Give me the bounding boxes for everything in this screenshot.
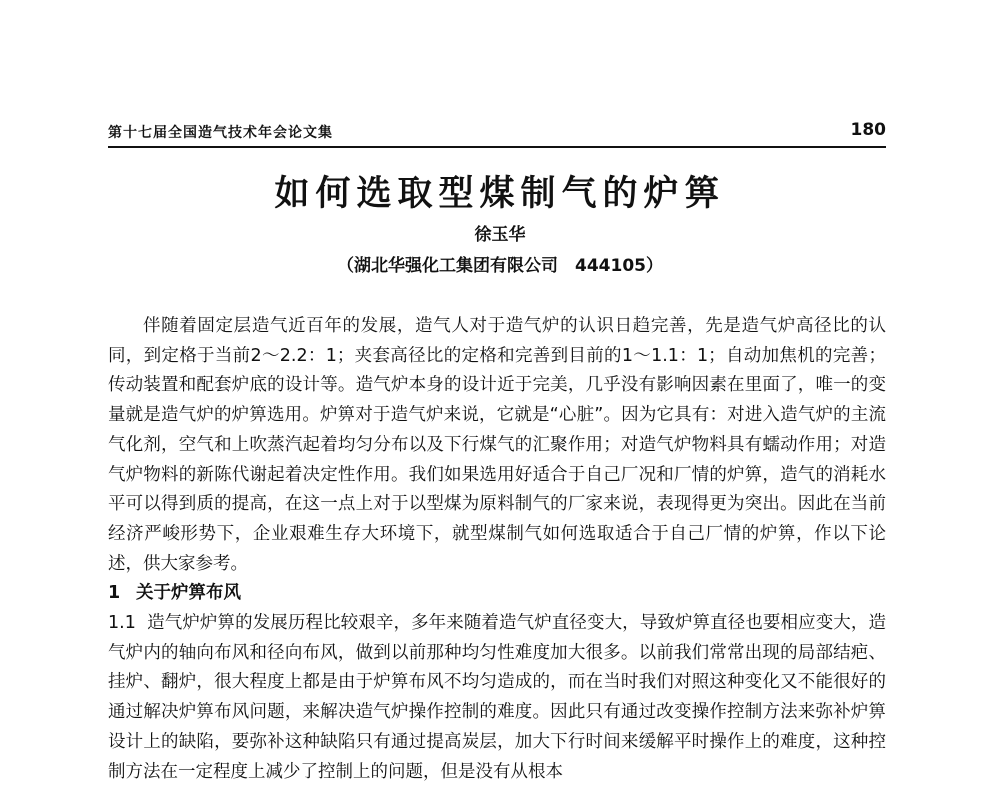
subsection-paragraph bbox=[108, 609, 886, 787]
body-text bbox=[108, 312, 886, 787]
paper-title: 如何选取型煤制气的炉箅 bbox=[274, 173, 726, 214]
journal-name: 第十七届全国造气技术年会论文集 bbox=[108, 125, 333, 141]
section-title: 关于炉箅布风 bbox=[136, 583, 241, 604]
page-number: 180 bbox=[850, 120, 886, 140]
running-header bbox=[108, 118, 886, 148]
subsection-number: 1.1 bbox=[108, 613, 136, 634]
section-number: 1 bbox=[108, 583, 121, 604]
section-heading bbox=[108, 579, 886, 609]
author-name: 徐玉华 bbox=[474, 225, 526, 245]
subsection-text: 造气炉炉箅的发展历程比较艰辛，多年来随着造气炉直径变大，导致炉箅直径也要相应变大，造气炉内的轴向布风和径向布风，做到以前那种均匀性难度加大很多。以前我们常常出现的局部结疤、挂炉、翻炉，很大程度上都是由于炉箅布风不均匀造成的，而在当时我们对照这种变化又不能很好的通过解决炉箅布风问题，来解决造气炉操作控制的难度。因此只有通过改变操作控制方法来弥补炉箅设计上的缺陷，要弥补这种缺陷只有通过提高炭层，加大下行时间来缓解平时操作上的难度，这种控制方法在一定程度上减少了控制上的问题，但是没有从根本 bbox=[108, 613, 886, 782]
author-affiliation: （湖北华强化工集团有限公司 444105） bbox=[337, 256, 663, 276]
intro-paragraph: 伴随着固定层造气近百年的发展，造气人对于造气炉的认识日趋完善，先是造气炉高径比的认同，到定格于当前2～2.2：1；夹套高径比的定格和完善到目前的1～1.1：1；自动加焦机的完善；传动装置和配套炉底的设计等。造气炉本身的设计近于完美，几乎没有影响因素在里面了，唯一的变量就是造气炉的炉箅选用。炉箅对于造气炉来说，它就是“心脏”。因为它具有：对进入造气炉的主流气化剂，空气和上吹蒸汽起着均匀分布以及下行煤气的汇聚作用；对造气炉物料具有蠕动作用；对造气炉物料的新陈代谢起着决定性作用。我们如果选用好适合于自己厂况和厂情的炉箅，造气的消耗水平可以得到质的提高，在这一点上对于以型煤为原料制气的厂家来说，表现得更为突出。因此在当前经济严峻形势下，企业艰难生存大环境下，就型煤制气如何选取适合于自己厂情的炉箅，作以下论述，供大家参考。 bbox=[108, 316, 886, 574]
